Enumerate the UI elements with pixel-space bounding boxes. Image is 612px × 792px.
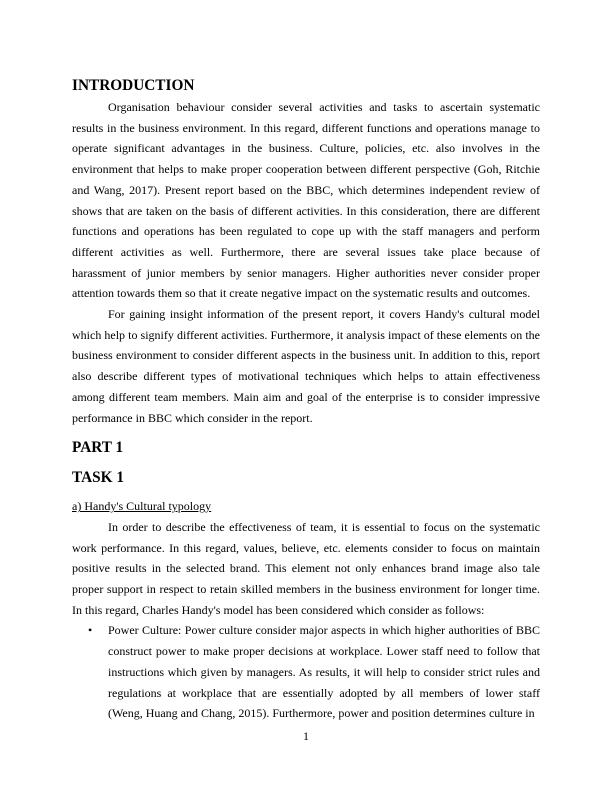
introduction-heading: INTRODUCTION [72, 77, 195, 94]
bullet-text: Power Culture: Power culture consider major aspects in which higher authorities of BBC construct power to make proper decisions at workplace. Lower staff need to follow that instructions which given by managers. As results, it will help to consider strict rules and regulations at workplace that are essentially adopted by all members of lower staff (Weng, Huang and Chang, 2015). Furthermore, power and position determines culture in [108, 623, 540, 721]
list-item [72, 620, 540, 724]
bullet-icon: • [88, 623, 93, 638]
section-a-title: a) Handy's Cultural typology [72, 499, 212, 514]
introduction-paragraph-1: Organisation behaviour consider several activities and tasks to ascertain systematic results in the business environment. In this regard, different functions and operations manage to operate significant advantages in the business. Culture, policies, etc. also involves in the environment that helps to make proper cooperation between different perspective (Goh, Ritchie and Wang, 2017). Present report based on the BBC, which determines independent review of shows that are taken on the basis of different activities. In this consideration, there are different functions and operations has been regulated to cope up with the staff managers and perform different activities as well. Furthermore, there are several issues take place because of harassment of junior members by senior managers. Higher authorities never consider proper attention towards them so that it create negative impact on the systematic results and outcomes. [72, 100, 540, 301]
section-a-paragraph: In order to describe the effectiveness of team, it is essential to focus on the systematic work performance. In this regard, values, believe, etc. elements consider to focus on maintain positive results in the selected brand. This element not only enhances brand image also tale proper support in respect to retain skilled members in the business environment for longer time. In this regard, Charles Handy's model has been considered which consider as follows: [72, 519, 540, 617]
introduction-paragraph-2: For gaining insight information of the present report, it covers Handy's cultural model which help to signify different activities. Furthermore, it analysis impact of these elements on the business environment to consider different aspects in the business unit. In addition to this, report also describe different types of motivational techniques which helps to attain effectiveness among different team members. Main aim and goal of the enterprise is to consider impressive performance in BBC which consider in the report. [72, 307, 540, 425]
part-heading: PART 1 [72, 439, 124, 457]
page-number: 1 [303, 729, 309, 743]
task-heading: TASK 1 [72, 469, 124, 487]
document-page [72, 76, 540, 724]
culture-bullet-list [72, 620, 540, 724]
